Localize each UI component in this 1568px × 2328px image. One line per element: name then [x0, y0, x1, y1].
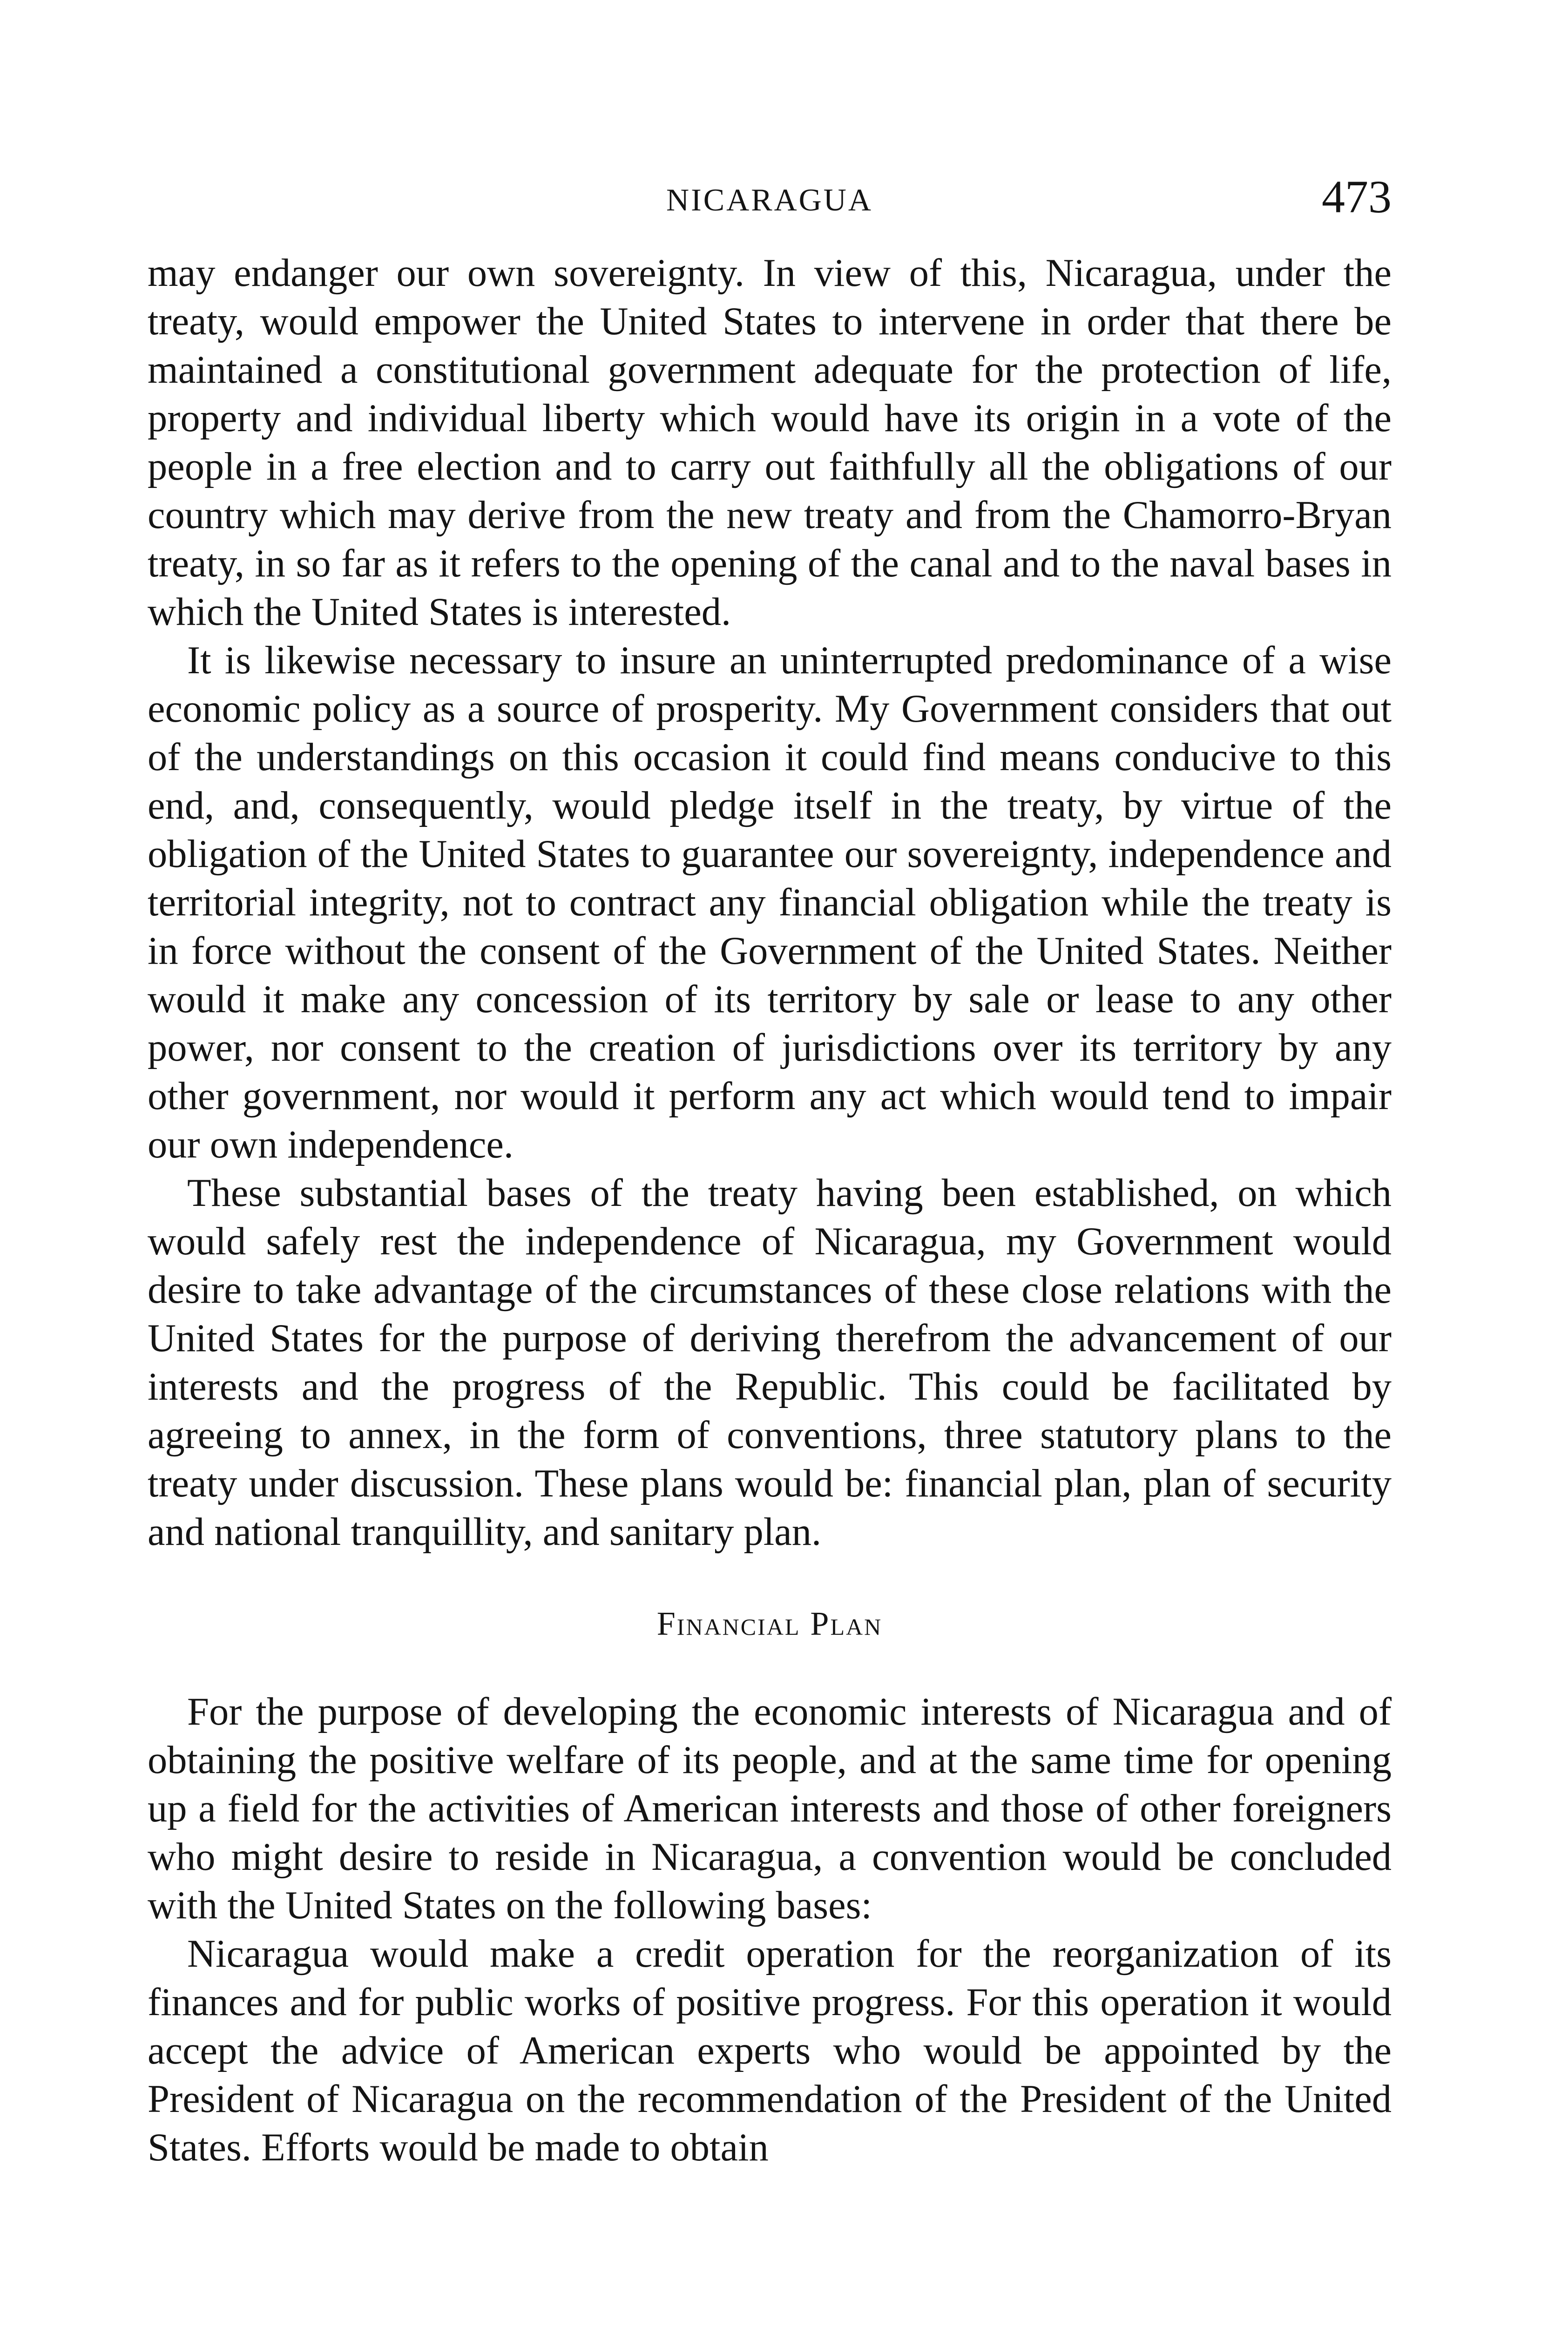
paragraph: These substantial bases of the treaty having been established, on which would safely rest the independence of Nicaragua, my Government would desire to take advantage of the circumstances of these close relations with the United States for the purpose of deriving therefrom the advancement of our interests and the progress of the Republic. This could be facilitated by agreeing to annex, in the form of conventions, three statutory plans to the treaty under discussion. These plans would be: financial plan, plan of security and national tranquillity, and sanitary plan.: [148, 1171, 1392, 1554]
paragraph: It is likewise necessary to insure an uninterrupted predominance of a wise economic policy as a source of prosperity. My Government considers that out of the understandings on this occasion it could find means conducive to this end, and, consequently, would pledge itself in the treaty, by virtue of the obligation of the United States to guarantee our sovereignty, independence and territorial integrity, not to contract any financial obligation while the treaty is in force without the consent of the Government of the United States. Neither would it make any concession of its territory by sale or lease to any other power, nor consent to the creation of jurisdictions over its territory by any other government, nor would it perform any act which would tend to impair our own independence.: [148, 639, 1392, 1166]
paragraph: For the purpose of developing the economic interests of Nicaragua and of obtaining the positive welfare of its people, and at the same time for opening up a field for the activities of American interests and those of other foreigners who might desire to reside in Nicaragua, a convention would be concluded with the United States on the following bases:: [148, 1690, 1392, 1927]
paragraph-continued: may endanger our own sovereignty. In view of this, Nicaragua, under the treaty, would empower the United States to intervene in order that there be maintained a constitutional government adequate for the protection of life, property and individual liberty which would have its origin in a vote of the people in a free election and to carry out faithfully all the obligations of our country which may derive from the new treaty and from the Chamorro-Bryan treaty, in so far as it refers to the opening of the canal and to the naval bases in which the United States is interested.: [148, 251, 1392, 634]
body-text: [148, 249, 1392, 2172]
running-head: [148, 168, 1392, 233]
page-number: 473: [1322, 171, 1392, 223]
paragraph: Nicaragua would make a credit operation for the reorganization of its finances and for public works of positive progress. For this operation it would accept the advice of American experts who would be appointed by the President of Nicaragua on the recommendation of the President of the United States. Efforts would be made to obtain: [148, 1932, 1392, 2169]
running-title: NICARAGUA: [666, 182, 873, 217]
section-heading: Financial Plan: [656, 1605, 883, 1642]
